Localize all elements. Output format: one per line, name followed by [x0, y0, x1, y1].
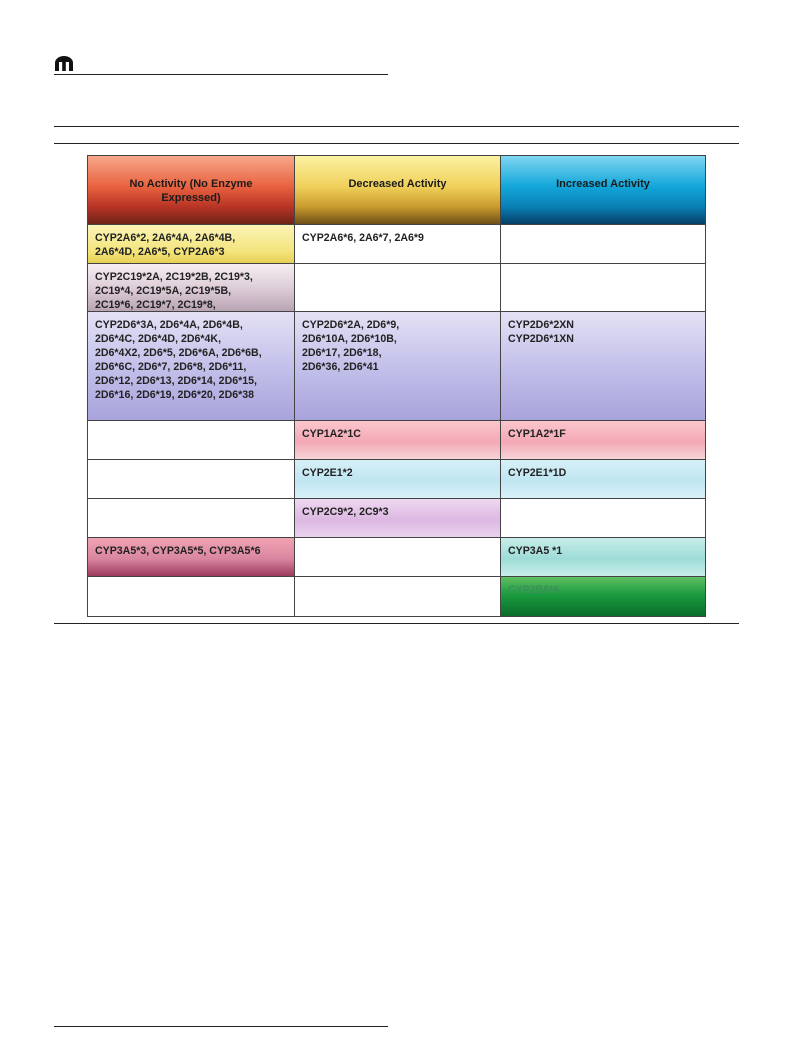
allele-line: CYP2D6*3A, 2D6*4A, 2D6*4B,: [95, 319, 243, 331]
cell-increased: [501, 538, 705, 577]
allele-line: 2D6*12, 2D6*13, 2D6*14, 2D6*15,: [95, 375, 257, 387]
cell-increased: [501, 264, 705, 312]
table-top-rule: [54, 126, 739, 127]
table-row-cyp2b6: [88, 577, 705, 617]
header-no-activity-line: Expressed): [161, 192, 221, 204]
allele-line: 2D6*6C, 2D6*7, 2D6*8, 2D6*11,: [95, 361, 247, 373]
cell-decreased: [295, 225, 501, 264]
allele-line: 2D6*10A, 2D6*10B,: [302, 333, 397, 345]
allele-line: 2D6*16, 2D6*19, 2D6*20, 2D6*38: [95, 389, 255, 401]
cell-increased: [501, 312, 705, 421]
allele-line: CYP1A2*1C: [302, 428, 361, 440]
table-row-cyp2a6: [88, 225, 705, 264]
allele-line: CYP2D6*1XN: [508, 333, 574, 345]
allele-line: 2C19*6, 2C19*7, 2C19*8,: [95, 299, 216, 311]
allele-line: 2D6*17, 2D6*18,: [302, 347, 382, 359]
header-rule: [54, 74, 388, 75]
table-subheader-rule: [54, 143, 739, 144]
allele-line: 2A6*4D, 2A6*5, CYP2A6*3: [95, 246, 225, 258]
allele-line: 2C19*4, 2C19*5A, 2C19*5B,: [95, 285, 232, 297]
allele-line: 2D6*4C, 2D6*4D, 2D6*4K,: [95, 333, 222, 345]
cell-no-activity: [88, 225, 295, 264]
cell-no-activity: [88, 264, 295, 312]
allele-line: 2D6*36, 2D6*41: [302, 361, 379, 373]
cell-no-activity: [88, 312, 295, 421]
allele-line: CYP2E1*1D: [508, 467, 567, 479]
allele-line: CYP2D6*2A, 2D6*9,: [302, 319, 400, 331]
header-no-activity-line: No Activity (No Enzyme: [129, 178, 253, 190]
header-decreased-activity: [295, 156, 501, 225]
cell-no-activity: [88, 577, 295, 617]
double-pillar-logo-icon: [54, 56, 74, 72]
cell-increased: [501, 225, 705, 264]
footnote-rule: [54, 1026, 388, 1027]
cell-increased: [501, 421, 705, 460]
cell-decreased: [295, 264, 501, 312]
table-row-cyp2c19: [88, 264, 705, 312]
allele-line: CYP2E1*2: [302, 467, 353, 479]
cell-decreased: [295, 312, 501, 421]
header-increased-activity-line: Increased Activity: [556, 178, 650, 190]
cell-increased: [501, 499, 705, 538]
allele-line: CYP2C9*2, 2C9*3: [302, 506, 389, 518]
cell-no-activity: [88, 538, 295, 577]
header-no-activity: [88, 156, 295, 225]
allele-line: CYP2A6*2, 2A6*4A, 2A6*4B,: [95, 232, 236, 244]
cell-no-activity: [88, 499, 295, 538]
allele-line: CYP2D6*2XN: [508, 319, 574, 331]
cell-increased: [501, 577, 705, 617]
header-decreased-activity-line: Decreased Activity: [348, 178, 447, 190]
cell-no-activity: [88, 460, 295, 499]
allele-line: 2D6*4X2, 2D6*5, 2D6*6A, 2D6*6B,: [95, 347, 262, 359]
allele-line: CYP3A5*3, CYP3A5*5, CYP3A5*6: [95, 545, 261, 557]
cell-increased: [501, 460, 705, 499]
allele-line: CYP1A2*1F: [508, 428, 566, 440]
cell-decreased: [295, 499, 501, 538]
table-row-cyp3a5: [88, 538, 705, 577]
table-row-cyp1a2: [88, 421, 705, 460]
table-bottom-rule: [54, 623, 739, 624]
table-row-cyp2e1: [88, 460, 705, 499]
cell-decreased: [295, 538, 501, 577]
header-increased-activity: [501, 156, 705, 225]
cell-decreased: [295, 577, 501, 617]
cell-decreased: [295, 421, 501, 460]
cell-decreased: [295, 460, 501, 499]
allele-line: CYP2C19*2A, 2C19*2B, 2C19*3,: [95, 271, 253, 283]
cyp-allele-activity-table: [87, 155, 706, 617]
allele-line: CYP2B6*6: [508, 584, 560, 596]
table-row-cyp2d6: [88, 312, 705, 421]
cell-no-activity: [88, 421, 295, 460]
table-row-cyp2c9: [88, 499, 705, 538]
header-row: [88, 156, 705, 225]
allele-line: CYP3A5 *1: [508, 545, 563, 557]
allele-line: CYP2A6*6, 2A6*7, 2A6*9: [302, 232, 424, 244]
